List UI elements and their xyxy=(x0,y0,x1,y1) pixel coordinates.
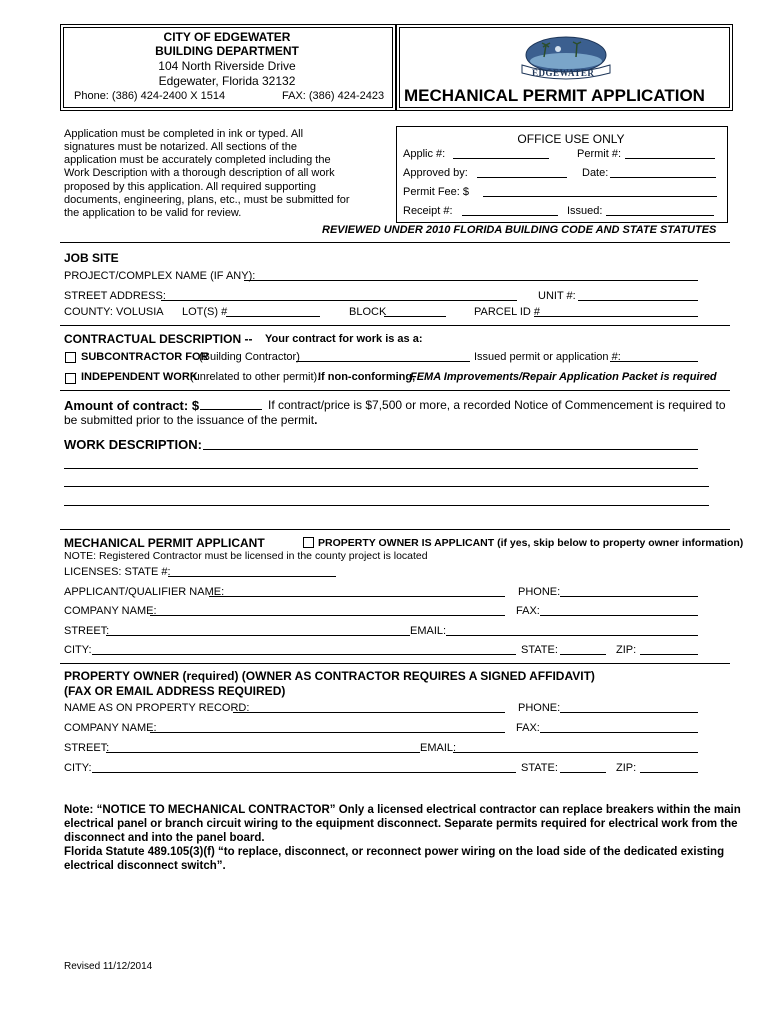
owner-phone-label: PHONE: xyxy=(518,702,561,714)
applicant-zip-label: ZIP: xyxy=(616,644,637,656)
work-description-input[interactable] xyxy=(64,468,698,469)
owner-company-input[interactable] xyxy=(150,732,505,733)
amount-label: Amount of contract: $ xyxy=(64,398,200,413)
divider xyxy=(60,663,730,664)
county-label: COUNTY: VOLUSIA xyxy=(64,306,164,318)
subcontractor-note: (Building Contractor) xyxy=(199,351,300,363)
office-use-title: OFFICE USE ONLY xyxy=(517,132,625,146)
owner-street-label: STREET: xyxy=(64,742,110,754)
owner-phone-input[interactable] xyxy=(560,712,698,713)
lots-label: LOT(S) # xyxy=(182,306,228,318)
street-address-label: STREET ADDRESS: xyxy=(64,290,166,302)
owner-state-label: STATE: xyxy=(521,762,558,774)
city-name: CITY OF EDGEWATER xyxy=(163,30,291,44)
amount-input[interactable] xyxy=(200,409,262,410)
applicant-phone-label: PHONE: xyxy=(518,586,561,598)
notice-line: Florida Statute 489.105(3)(f) “to replace, disconnect, or reconnect power wiring on the load side of the dedicated existing xyxy=(64,846,725,858)
parcel-input[interactable] xyxy=(534,316,698,317)
divider xyxy=(60,242,730,243)
owner-fax-label: FAX: xyxy=(516,722,540,734)
contractual-heading: CONTRACTUAL DESCRIPTION -- xyxy=(64,332,253,346)
notice-line: disconnect and into the panel board. xyxy=(64,832,265,844)
subcontractor-label: SUBCONTRACTOR FOR xyxy=(81,351,209,363)
work-description-input[interactable] xyxy=(64,486,709,487)
permit-label: Permit #: xyxy=(577,148,622,160)
date-label: Date: xyxy=(582,167,609,179)
independent-checkbox[interactable] xyxy=(65,373,76,384)
applicant-street-input[interactable] xyxy=(106,635,410,636)
applicant-heading: MECHANICAL PERMIT APPLICANT xyxy=(64,536,265,550)
receipt-input[interactable] xyxy=(462,215,558,216)
instruction-line: documents, engineering, plans, etc., must be submitted for xyxy=(64,194,350,206)
owner-street-input[interactable] xyxy=(106,752,420,753)
applicant-email-input[interactable] xyxy=(446,635,698,636)
owner-name-input[interactable] xyxy=(233,712,505,713)
independent-note: (unrelated to other permit). xyxy=(190,371,321,383)
qualifier-input[interactable] xyxy=(209,596,505,597)
owner-email-input[interactable] xyxy=(453,752,698,753)
owner-email-label: EMAIL: xyxy=(420,742,457,754)
issued-permit-label: Issued permit or application #: xyxy=(474,351,621,363)
fema-note: FEMA Improvements/Repair Application Packet is required xyxy=(410,371,717,383)
building-contractor-input[interactable] xyxy=(296,361,470,362)
issued-input[interactable] xyxy=(606,215,714,216)
parcel-label: PARCEL ID # xyxy=(474,306,541,318)
address-line-2: Edgewater, Florida 32132 xyxy=(158,74,296,88)
owner-heading: PROPERTY OWNER (required) (OWNER AS CONTRACTOR REQUIRES A SIGNED AFFIDAVIT) xyxy=(64,669,595,683)
licenses-label: LICENSES: STATE #: xyxy=(64,566,171,578)
amount-note: If contract/price is $7,500 or more, a recorded Notice of Commencement is required to xyxy=(268,398,726,412)
owner-heading-2: (FAX OR EMAIL ADDRESS REQUIRED) xyxy=(64,684,286,698)
approved-input[interactable] xyxy=(477,177,567,178)
owner-city-label: CITY: xyxy=(64,762,92,774)
permit-input[interactable] xyxy=(625,158,715,159)
job-site-heading: JOB SITE xyxy=(64,251,119,265)
owner-state-input[interactable] xyxy=(560,772,606,773)
applicant-fax-input[interactable] xyxy=(540,615,698,616)
issued-label: Issued: xyxy=(567,205,603,217)
owner-applicant-checkbox[interactable] xyxy=(303,537,314,548)
qualifier-label: APPLICANT/QUALIFIER NAME: xyxy=(64,586,225,598)
reviewed-statement: REVIEWED UNDER 2010 FLORIDA BUILDING CODE AND STATE STATUTES xyxy=(322,224,717,236)
work-description-input[interactable] xyxy=(64,505,709,506)
notice-line: electrical panel or branch circuit wiring to the equipment disconnect. Separate permits required for electrical work from the xyxy=(64,818,738,830)
notice-line: electrical disconnect switch”. xyxy=(64,860,226,872)
work-description-heading: WORK DESCRIPTION: xyxy=(64,437,202,452)
unit-label: UNIT #: xyxy=(538,290,576,302)
instruction-line: Application must be completed in ink or typed. All xyxy=(64,128,304,140)
project-name-input[interactable] xyxy=(244,280,698,281)
amount-note-2-text: be submitted prior to the issuance of the permit xyxy=(64,413,315,427)
instruction-line: proposed by this application. All required supporting xyxy=(64,181,316,193)
owner-zip-label: ZIP: xyxy=(616,762,637,774)
applicant-fax-label: FAX: xyxy=(516,605,540,617)
approved-label: Approved by: xyxy=(403,167,468,179)
subcontractor-checkbox[interactable] xyxy=(65,352,76,363)
owner-zip-input[interactable] xyxy=(640,772,698,773)
date-input[interactable] xyxy=(610,177,716,178)
applicant-zip-input[interactable] xyxy=(640,654,698,655)
nonconforming-label: If non-conforming, xyxy=(318,371,416,383)
receipt-label: Receipt #: xyxy=(403,205,453,217)
applicant-note: NOTE: Registered Contractor must be licensed in the county project is located xyxy=(64,550,428,562)
amount-note-2 xyxy=(64,414,317,427)
applicant-city-label: CITY: xyxy=(64,644,92,656)
owner-fax-input[interactable] xyxy=(540,732,698,733)
instruction-line: signatures must be notarized. All sections of the xyxy=(64,141,297,153)
license-state-input[interactable] xyxy=(168,576,336,577)
contractual-sub: Your contract for work is as a: xyxy=(265,333,423,345)
applicant-email-label: EMAIL: xyxy=(410,625,447,637)
form-title: MECHANICAL PERMIT APPLICATION xyxy=(404,86,705,105)
applicant-company-label: COMPANY NAME: xyxy=(64,605,157,617)
logo-text: EDGEWATER xyxy=(532,68,595,78)
department-name: BUILDING DEPARTMENT xyxy=(155,44,299,58)
block-label: BLOCK xyxy=(349,306,387,318)
issued-permit-input[interactable] xyxy=(610,361,698,362)
street-address-input[interactable] xyxy=(161,300,517,301)
fax-number: FAX: (386) 424-2423 xyxy=(282,90,385,102)
address-line-1: 104 North Riverside Drive xyxy=(158,59,296,73)
owner-city-input[interactable] xyxy=(92,772,516,773)
fee-label: Permit Fee: $ xyxy=(403,186,470,198)
revised-date: Revised 11/12/2014 xyxy=(64,961,153,972)
work-description-input[interactable] xyxy=(203,449,698,450)
owner-applicant-label: PROPERTY OWNER IS APPLICANT (if yes, skip below to property owner information) xyxy=(318,537,744,549)
fee-input[interactable] xyxy=(483,196,717,197)
instruction-line: Work Description with a thorough description of all work xyxy=(64,167,335,179)
notice-line: Note: “NOTICE TO MECHANICAL CONTRACTOR” Only a licensed electrical contractor can replace breakers within the main xyxy=(64,804,741,816)
divider xyxy=(60,325,730,326)
instruction-line: application must be accurately completed including the xyxy=(64,154,331,166)
unit-input[interactable] xyxy=(578,300,698,301)
divider xyxy=(60,529,730,530)
project-name-label: PROJECT/COMPLEX NAME (IF ANY): xyxy=(64,270,256,282)
applicant-company-input[interactable] xyxy=(150,615,505,616)
owner-name-label: NAME AS ON PROPERTY RECORD: xyxy=(64,702,250,714)
applic-input[interactable] xyxy=(453,158,549,159)
block-input[interactable] xyxy=(384,316,446,317)
phone-number: Phone: (386) 424-2400 X 1514 xyxy=(74,90,226,102)
applicant-city-input[interactable] xyxy=(92,654,516,655)
independent-label: INDEPENDENT WORK xyxy=(81,371,198,383)
divider xyxy=(60,390,730,391)
owner-company-label: COMPANY NAME: xyxy=(64,722,157,734)
instruction-line: the application to be valid for review. xyxy=(64,207,242,219)
applicant-phone-input[interactable] xyxy=(560,596,698,597)
applic-label: Applic #: xyxy=(403,148,446,160)
applicant-state-input[interactable] xyxy=(560,654,606,655)
applicant-street-label: STREET: xyxy=(64,625,110,637)
amount-note-period: . xyxy=(314,413,318,427)
lots-input[interactable] xyxy=(226,316,320,317)
applicant-state-label: STATE: xyxy=(521,644,558,656)
